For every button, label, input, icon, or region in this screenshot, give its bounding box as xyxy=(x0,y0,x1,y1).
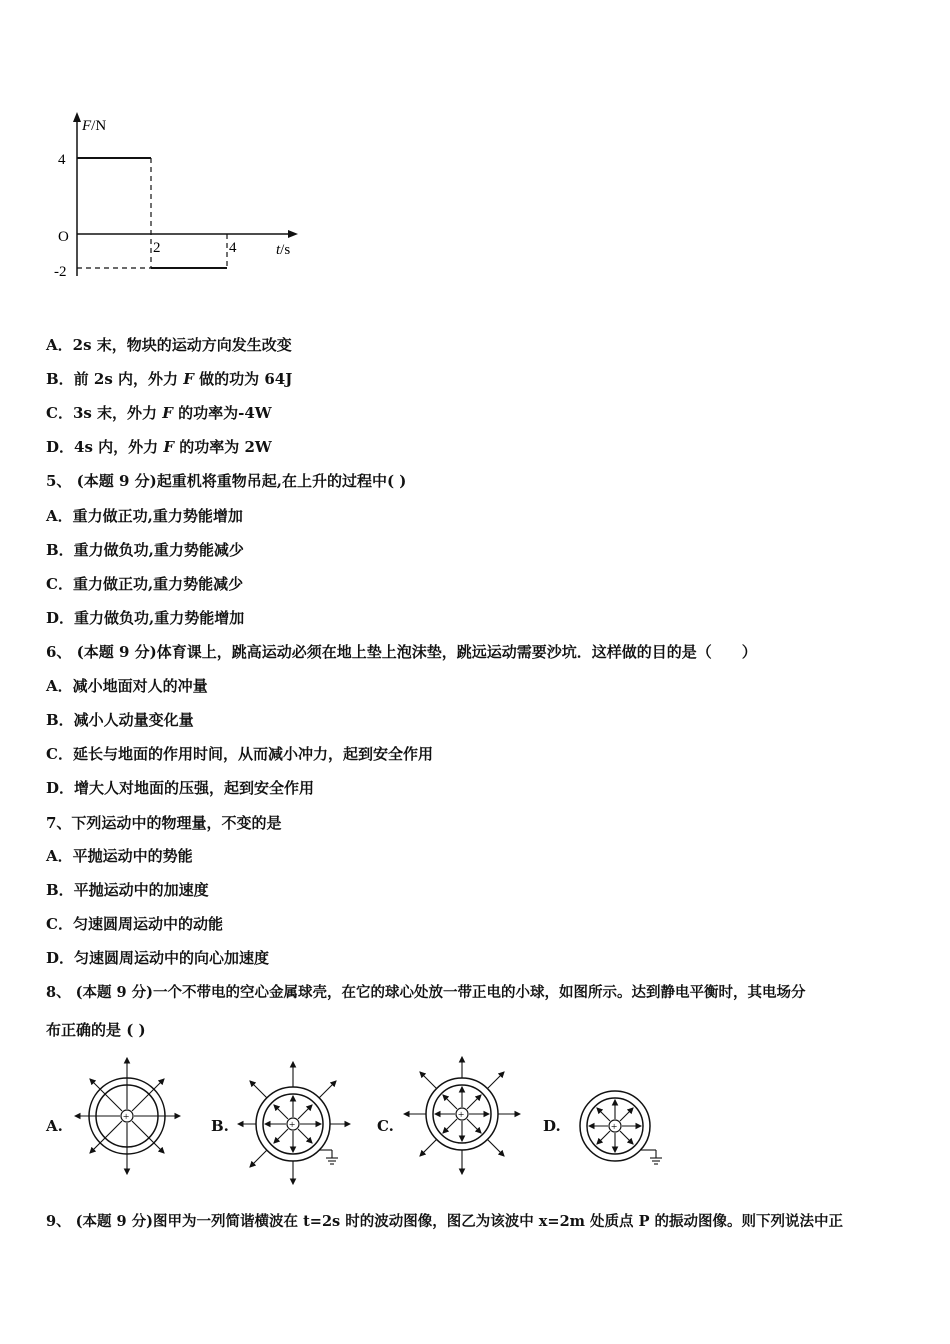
q4-b-var: F xyxy=(183,370,194,388)
q6-stem: 6、 (本题 9 分)体育课上，跳高运动必须在地上垫上泡沫垫，跳远运动需要沙坑．这样做的目的是（ ） xyxy=(46,643,757,661)
sphere-figure-c xyxy=(402,1056,527,1186)
q7-stem: 7、下列运动中的物理量，不变的是 xyxy=(46,814,282,832)
q4-c-var: F xyxy=(162,404,173,422)
ground-symbol xyxy=(319,1150,338,1164)
q8-label-a: A. xyxy=(46,1117,63,1135)
x-axis-arrow xyxy=(288,230,298,238)
q9-stem: 9、 (本题 9 分)图甲为一列简谐横波在 t=2s 时的波动图像，图乙为该波中 x=2m 处质点 P 的振动图像。则下列说法中正 xyxy=(46,1213,844,1230)
q5-option-d: D．重力做负功,重力势能增加 xyxy=(46,609,245,627)
q4-d-var: F xyxy=(163,438,174,456)
q4-d-post: 的功率为 2W xyxy=(174,438,272,456)
charge-plus: + xyxy=(611,1121,618,1133)
q4-option-a: A．2s 末，物块的运动方向发生改变 xyxy=(46,336,292,354)
q8-label-b: B. xyxy=(211,1117,229,1135)
q8-stem-line2: 布正确的是 ( ) xyxy=(46,1021,146,1039)
q7-option-c: C．匀速圆周运动中的动能 xyxy=(46,915,223,933)
graph-svg xyxy=(40,108,310,288)
tick-y-neg2: -2 xyxy=(54,264,67,280)
sphere-figure-a xyxy=(72,1056,192,1186)
q5-option-a: A．重力做正功,重力势能增加 xyxy=(46,507,243,525)
q6-option-c: C．延长与地面的作用时间，从而减小冲力，起到安全作用 xyxy=(46,745,433,763)
q8-figure-row xyxy=(40,1056,920,1186)
force-time-graph xyxy=(40,108,310,292)
q5-option-c: C．重力做正功,重力势能减少 xyxy=(46,575,244,593)
ground-symbol xyxy=(640,1150,662,1164)
y-axis-label: F/N xyxy=(82,118,107,134)
q8-label-c: C. xyxy=(377,1117,394,1135)
x-axis-label: t/s xyxy=(276,242,291,258)
q4-b-text: B．前 2s 内，外力 xyxy=(46,370,184,388)
tick-x-4: 4 xyxy=(229,240,237,256)
tick-y-4: 4 xyxy=(58,152,66,168)
q4-c-text: C．3s 末，外力 xyxy=(46,404,163,422)
q4-option-d xyxy=(46,437,272,457)
q4-b-post: 做的功为 64J xyxy=(193,370,293,388)
q5-option-b: B．重力做负功,重力势能减少 xyxy=(46,541,244,559)
q6-option-b: B．减小人动量变化量 xyxy=(46,711,194,729)
q6-option-a: A．减小地面对人的冲量 xyxy=(46,677,208,695)
q7-option-d: D．匀速圆周运动中的向心加速度 xyxy=(46,949,270,967)
q8-label-d: D. xyxy=(543,1117,561,1135)
charge-plus: + xyxy=(289,1119,296,1131)
q4-option-b xyxy=(46,369,292,389)
q7-option-b: B．平抛运动中的加速度 xyxy=(46,881,209,899)
q5-stem: 5、 (本题 9 分)起重机将重物吊起,在上升的过程中( ) xyxy=(46,472,407,490)
q4-c-post: 的功率为-4W xyxy=(172,404,272,422)
tick-x-2: 2 xyxy=(153,240,161,256)
charge-plus: + xyxy=(458,1109,465,1121)
y-axis-arrow xyxy=(73,112,81,122)
q4-option-c xyxy=(46,403,272,423)
sphere-figure-d xyxy=(570,1056,680,1176)
q7-option-a: A．平抛运动中的势能 xyxy=(46,847,193,865)
sphere-figure-b xyxy=(236,1056,361,1186)
tick-origin: O xyxy=(58,229,69,245)
q4-d-text: D．4s 内，外力 xyxy=(46,438,164,456)
q8-stem-line1: 8、 (本题 9 分)一个不带电的空心金属球壳，在它的球心处放一带正电的小球，如图所示。达到静电平衡时，其电场分 xyxy=(46,984,806,1001)
q6-option-d: D．增大人对地面的压强，起到安全作用 xyxy=(46,779,315,797)
charge-plus: + xyxy=(123,1111,130,1123)
